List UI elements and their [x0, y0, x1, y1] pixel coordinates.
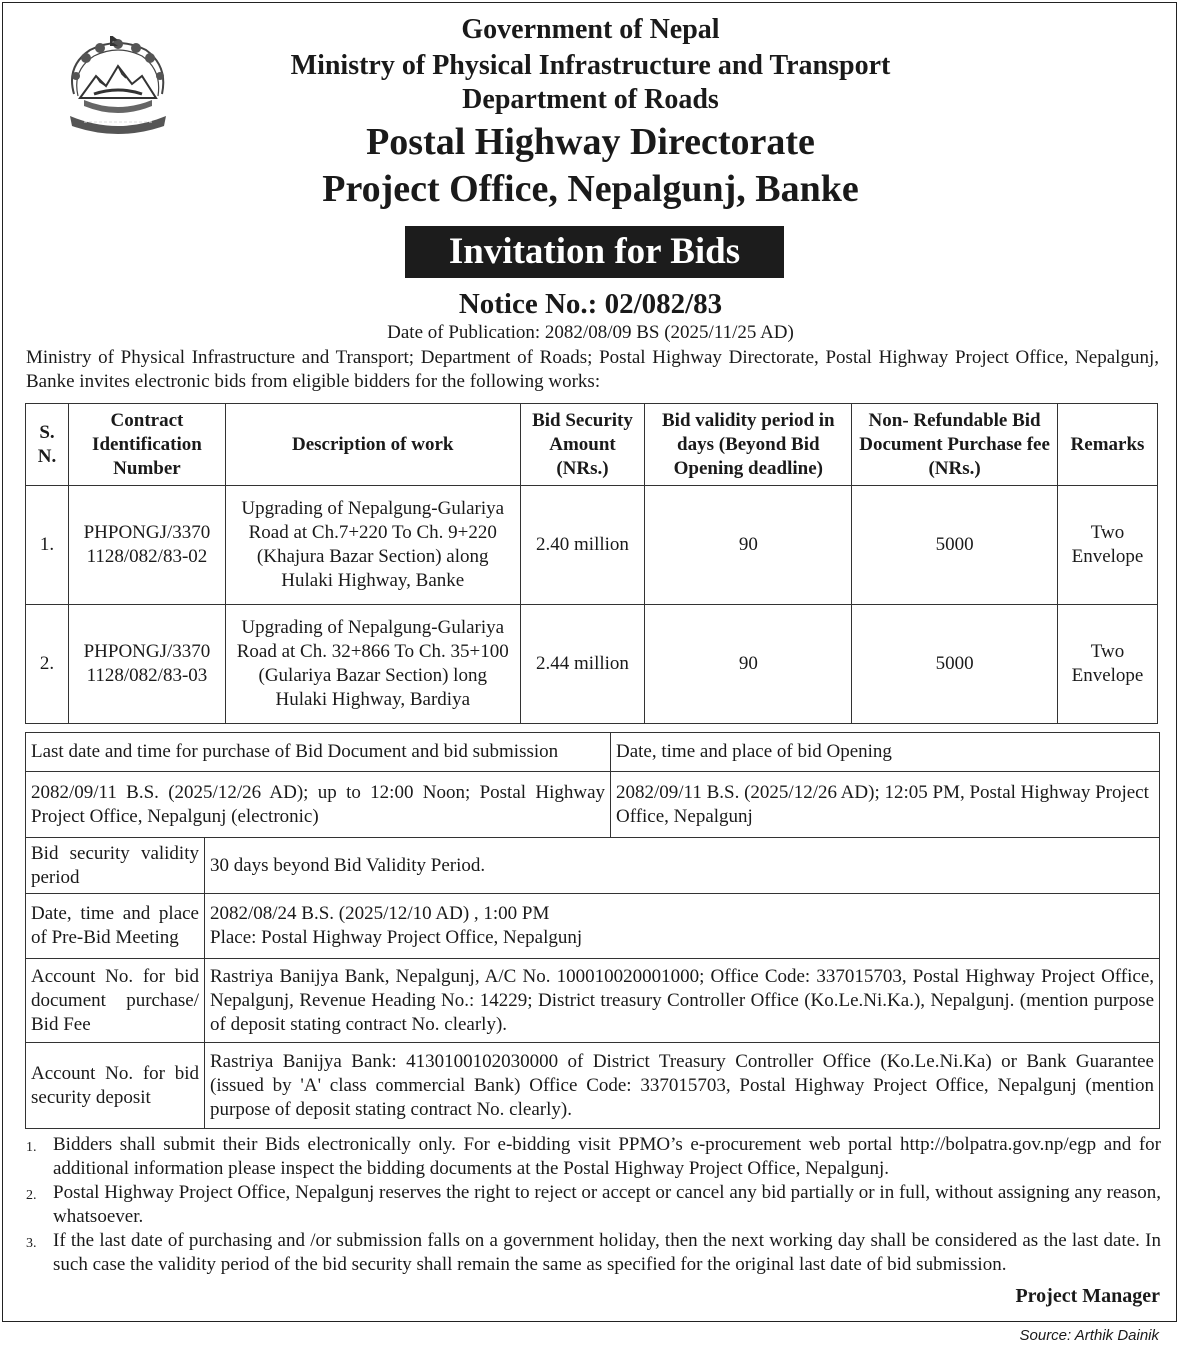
list-item	[26, 1133, 1161, 1181]
row-description: Upgrading of Nepalgung-Gulariya Road at Ch. 32+866 To Ch. 35+100 (Gulariya Bazar Section) long Hulaki Highway, Bardiya	[225, 605, 520, 724]
note-text: If the last date of purchasing and /or submission falls on a government holiday, then the next working day shall be considered as the last date. In such case the validity period of the bid security shall remain the same as specified for the original last date of bid submission.	[53, 1230, 1161, 1275]
table-row	[26, 605, 1158, 724]
note-number: 1.	[26, 1140, 37, 1155]
detail-value	[205, 838, 1160, 894]
row-remarks: Two Envelope	[1057, 605, 1157, 724]
detail-line: Rastriya Banijya Bank, Nepalgunj, A/C No. 100010020001000; Office Code: 337015703, Postal Highway Project Office, Nepalgunj, Revenue Heading No.: 14229; District treasury Controller Office (Ko.Le.Ni.Ka.), Nepalgunj. (mention purpose of deposit stating contract No. clearly).	[210, 965, 1154, 1035]
detail-row	[26, 838, 1160, 894]
detail-line: 30 days beyond Bid Validity Period.	[210, 854, 486, 876]
works-table	[25, 403, 1158, 724]
works-table-header	[26, 404, 1158, 486]
note-text: Bidders shall submit their Bids electronically only. For e-bidding visit PPMO’s e-procurement web portal http://bolpatra.gov.np/egp and for additional information please inspect the bidding documents at the Postal Highway Project Office, Nepalgunj.	[53, 1134, 1161, 1179]
schedule-label-row	[26, 733, 1160, 772]
row-description: Upgrading of Nepalgung-Gulariya Road at Ch.7+220 To Ch. 9+220 (Khajura Bazar Section) along Hulaki Highway, Banke	[225, 486, 520, 605]
schedule-table	[25, 732, 1160, 838]
header-fee: Non- Refundable Bid Document Purchase fee (NRs.)	[852, 404, 1058, 486]
bid-opening-value: 2082/09/11 B.S. (2025/12/26 AD); 12:05 PM, Postal Highway Project Office, Nepalgunj	[611, 772, 1160, 838]
detail-label: Bid security validity period	[26, 838, 205, 894]
row-fee: 5000	[852, 486, 1058, 605]
detail-label: Date, time and place of Pre-Bid Meeting	[26, 894, 205, 959]
header-description: Description of work	[225, 404, 520, 486]
source-credit: Source: Arthik Dainik	[1019, 1327, 1159, 1344]
row-security: 2.40 million	[520, 486, 645, 605]
header-contract: Contract Identification Number	[68, 404, 225, 486]
detail-label: Account No. for bid security deposit	[26, 1043, 205, 1129]
detail-line: Place: Postal Highway Project Office, Nepalgunj	[210, 927, 583, 948]
note-text: Postal Highway Project Office, Nepalgunj reserves the right to reject or accept or cancel any bid partially or in full, without assigning any reason, whatsoever.	[53, 1182, 1161, 1227]
header-government: Government of Nepal	[461, 14, 720, 45]
table-row	[26, 486, 1158, 605]
notice-number: Notice No.: 02/082/83	[458, 288, 723, 320]
notes-list	[26, 1133, 1161, 1277]
purchase-deadline-label: Last date and time for purchase of Bid Document and bid submission	[26, 733, 611, 772]
header-ministry: Ministry of Physical Infrastructure and Transport	[290, 50, 891, 81]
detail-value	[205, 894, 1160, 959]
publication-date: Date of Publication: 2082/08/09 BS (2025/11/25 AD)	[387, 322, 794, 343]
row-remarks: Two Envelope	[1057, 486, 1157, 605]
detail-row	[26, 1043, 1160, 1129]
detail-label: Account No. for bid document purchase/ Bid Fee	[26, 959, 205, 1043]
row-validity: 90	[645, 486, 852, 605]
detail-value	[205, 1043, 1160, 1129]
row-validity: 90	[645, 605, 852, 724]
header-validity: Bid validity period in days (Beyond Bid Opening deadline)	[645, 404, 852, 486]
header-project-office: Project Office, Nepalgunj, Banke	[322, 168, 859, 210]
list-item	[26, 1181, 1161, 1229]
note-number: 2.	[26, 1188, 37, 1203]
detail-value	[205, 959, 1160, 1043]
row-sn: 2.	[26, 605, 69, 724]
detail-row	[26, 894, 1160, 959]
note-number: 3.	[26, 1236, 37, 1251]
title-bar: Invitation for Bids	[405, 226, 784, 278]
detail-line: 2082/08/24 B.S. (2025/12/10 AD) , 1:00 PM	[210, 903, 550, 924]
list-item	[26, 1229, 1161, 1277]
detail-line: Rastriya Banijya Bank: 4130100102030000 of District Treasury Controller Office (Ko.Le.Ni.Ka) or Bank Guarantee (issued by 'A' class commercial Bank) Office Code: 337015703, Postal Highway Project Office, Nepalgunj (mention purpose of deposit stating contract No. clearly).	[210, 1050, 1154, 1120]
header-directorate: Postal Highway Directorate	[366, 121, 815, 163]
bid-opening-label: Date, time and place of bid Opening	[611, 733, 1160, 772]
detail-row	[26, 959, 1160, 1043]
header-sn: S. N.	[26, 404, 69, 486]
intro-paragraph: Ministry of Physical Infrastructure and Transport; Department of Roads; Postal Highway Directorate, Postal Highway Project Office, Nepalgunj, Banke invites electronic bids from eligible bidders for the following works:	[26, 347, 1159, 392]
purchase-deadline-value: 2082/09/11 B.S. (2025/12/26 AD); up to 12:00 Noon; Postal Highway Project Office, Nepalgunj (electronic)	[26, 772, 611, 838]
row-sn: 1.	[26, 486, 69, 605]
schedule-value-row	[26, 772, 1160, 838]
row-contract: PHPONGJ/3370 1128/082/83-02	[68, 486, 225, 605]
row-fee: 5000	[852, 605, 1058, 724]
row-contract: PHPONGJ/3370 1128/082/83-03	[68, 605, 225, 724]
header-remarks: Remarks	[1057, 404, 1157, 486]
signature: Project Manager	[1015, 1285, 1160, 1307]
header-department: Department of Roads	[462, 84, 719, 115]
row-security: 2.44 million	[520, 605, 645, 724]
details-table	[25, 837, 1160, 1129]
header-security: Bid Security Amount (NRs.)	[520, 404, 645, 486]
